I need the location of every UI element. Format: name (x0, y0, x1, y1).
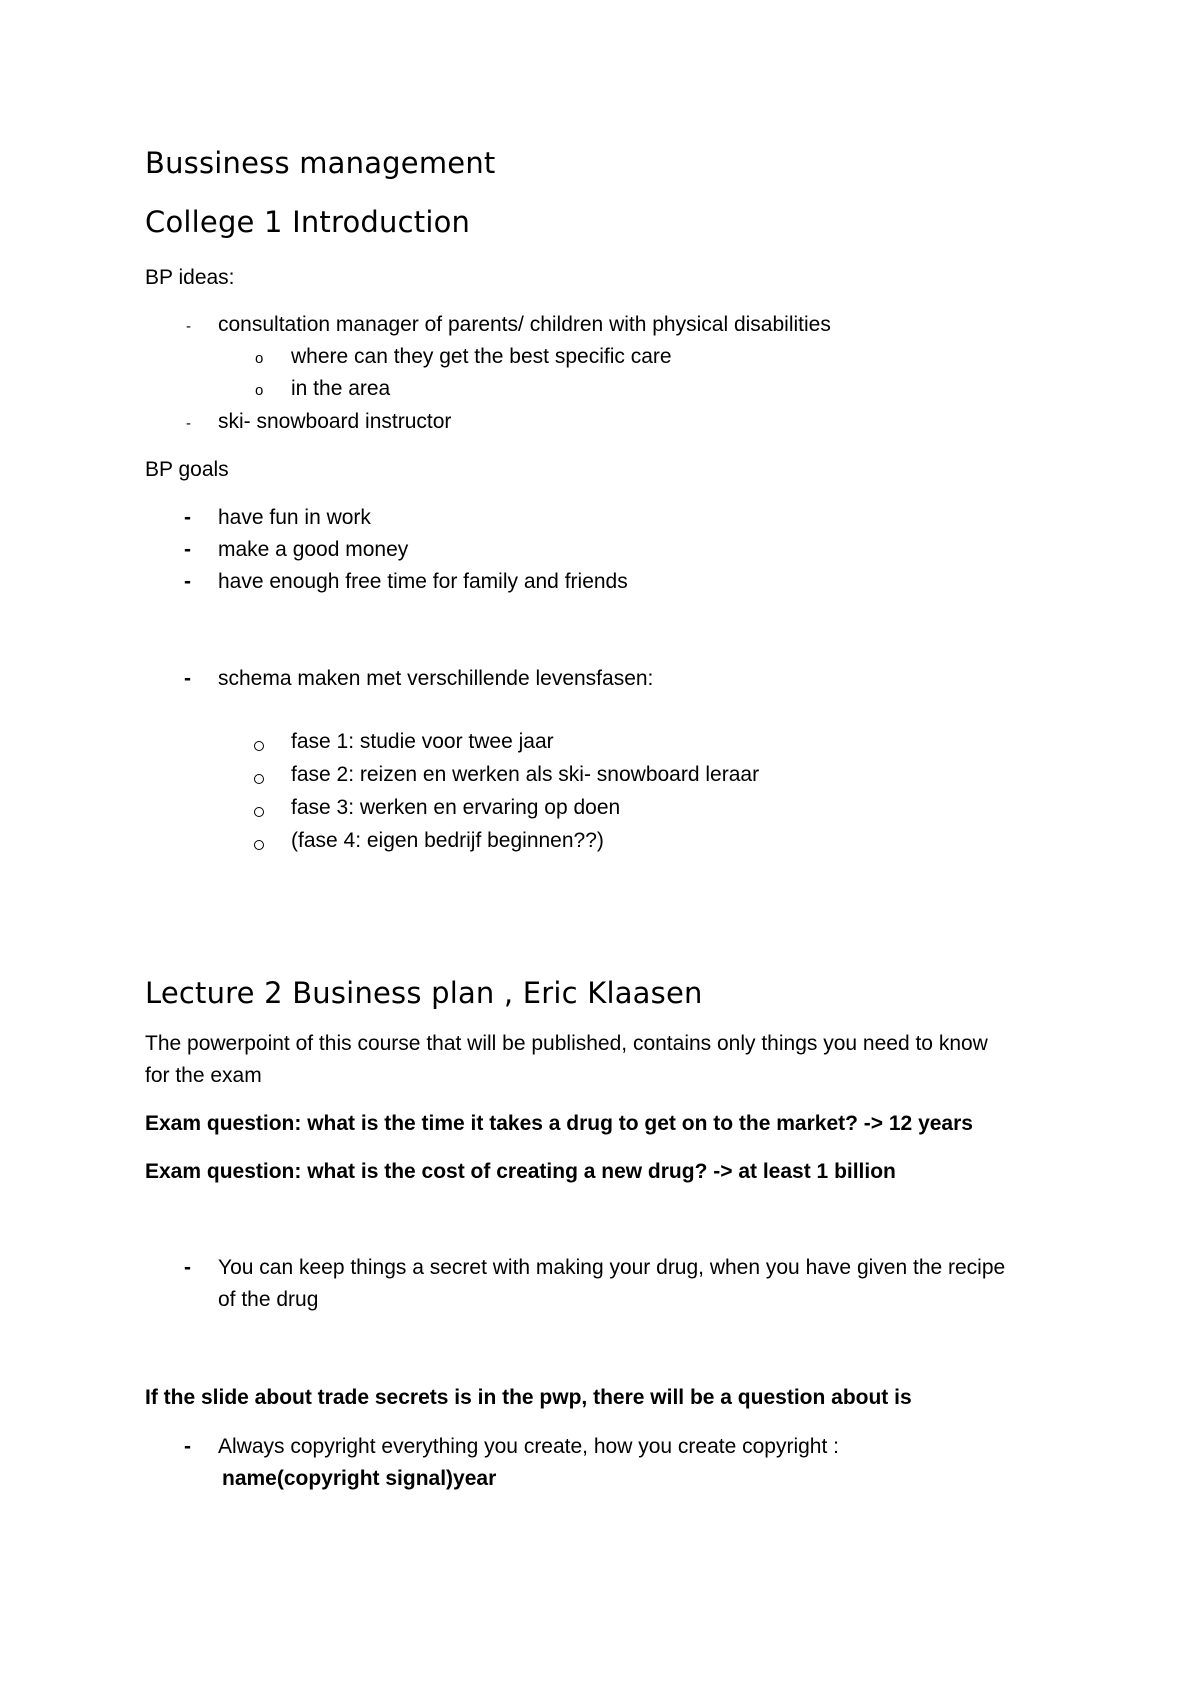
list-item: Always copyright everything you create, how you create copyright : (218, 1435, 839, 1458)
list-item: ski- snowboard instructor (218, 410, 452, 433)
circle-bullet-icon (254, 840, 264, 850)
circle-bullet-icon (254, 807, 264, 817)
circle-bullet-icon (254, 774, 264, 784)
list-item: consultation manager of parents/ children with physical disabilities (218, 313, 831, 336)
list-item: have fun in work (218, 506, 371, 529)
list-item: You can keep things a secret with making your drug, when you have given the recipe (218, 1256, 1006, 1279)
sub-list-marker: o (255, 382, 264, 399)
phase-item: (fase 4: eigen bedrijf beginnen??) (291, 829, 604, 852)
college-heading: College 1 Introduction (145, 205, 471, 239)
phase-item: fase 3: werken en ervaring op doen (291, 796, 621, 819)
list-item: where can they get the best specific care (291, 345, 672, 368)
list-marker: - (184, 1435, 191, 1458)
bp-goals-label: BP goals (145, 458, 229, 481)
document-title: Bussiness management (145, 146, 496, 180)
copyright-format: name(copyright signal)year (222, 1467, 497, 1490)
list-item: have enough free time for family and friends (218, 570, 628, 593)
sub-list-marker: o (255, 350, 264, 367)
list-marker: - (184, 1256, 191, 1279)
bp-ideas-label: BP ideas: (145, 266, 235, 289)
list-marker: - (184, 538, 191, 561)
list-item: in the area (291, 377, 391, 400)
phase-item: fase 2: reizen en werken als ski- snowboard leraar (291, 763, 760, 786)
list-marker: - (186, 415, 191, 432)
circle-bullet-icon (254, 741, 264, 751)
list-item-continuation: of the drug (218, 1288, 319, 1311)
exam-question: Exam question: what is the cost of creating a new drug? -> at least 1 billion (145, 1160, 896, 1183)
list-marker: - (184, 570, 191, 593)
list-item: make a good money (218, 538, 409, 561)
intro-paragraph-line: for the exam (145, 1064, 262, 1087)
lecture2-heading: Lecture 2 Business plan , Eric Klaasen (145, 976, 703, 1010)
intro-paragraph-line: The powerpoint of this course that will be published, contains only things you need to know (145, 1032, 988, 1055)
trade-secrets-note: If the slide about trade secrets is in the pwp, there will be a question about is (145, 1386, 912, 1409)
list-marker: - (186, 318, 191, 335)
schema-item: schema maken met verschillende levensfasen: (218, 667, 654, 690)
phase-item: fase 1: studie voor twee jaar (291, 730, 554, 753)
list-marker: - (184, 667, 191, 690)
exam-question: Exam question: what is the time it takes a drug to get on to the market? -> 12 years (145, 1112, 973, 1135)
list-marker: - (184, 506, 191, 529)
